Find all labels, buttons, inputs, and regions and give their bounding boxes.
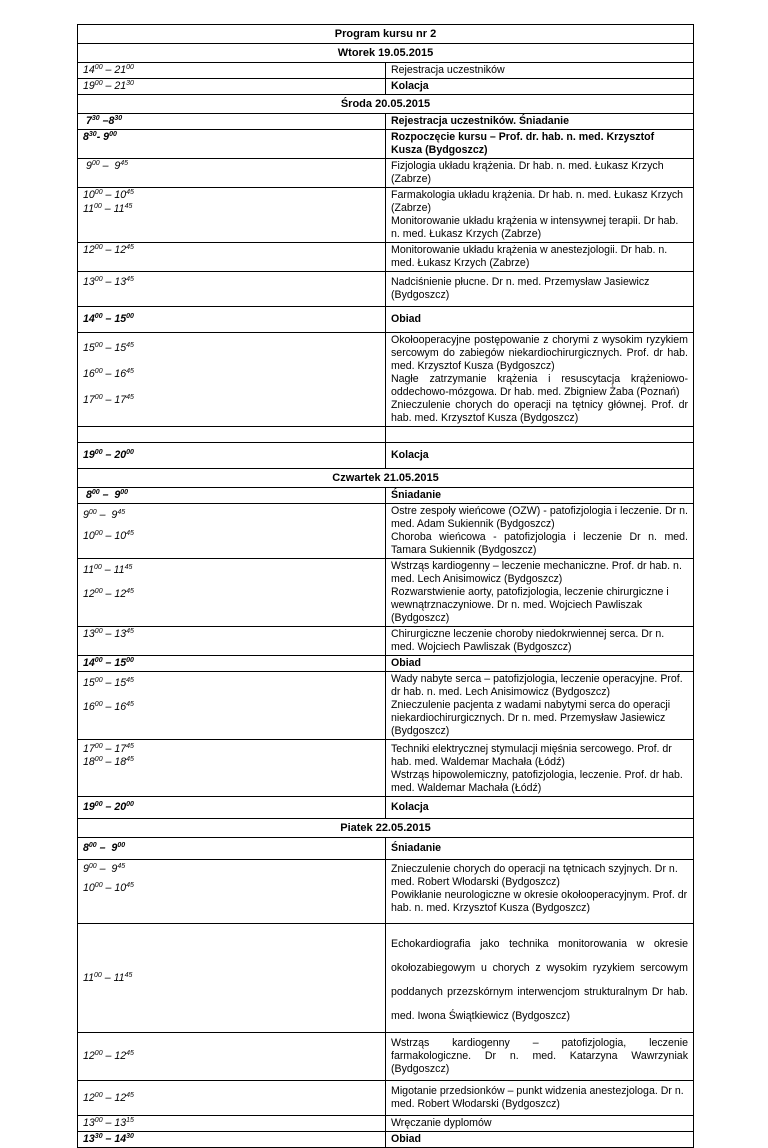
day-header-friday: Piatek 22.05.2015 bbox=[78, 819, 694, 838]
session-entry bbox=[386, 333, 694, 427]
session-entry bbox=[386, 559, 694, 627]
session-entry: Obiad bbox=[386, 1132, 694, 1148]
time-slot: $17^{00} - 17^{45}$ $18^{00} - 18^{45}$ bbox=[78, 740, 386, 797]
session-line: Powikłanie neurologiczne w okresie okołooperacyjnym. Prof. dr hab. n. med. Krzysztof Kusza (Bydgoszcz) bbox=[391, 889, 688, 914]
time-slot: $14^{00} - 15^{00}$ bbox=[78, 307, 386, 333]
session-line: Okołooperacyjne postępowanie z chorymi z wysokim ryzykiem sercowym do zabiegów niekardiochirurgicznych. Prof. dr hab. med. Krzysztof Kusza (Bydgoszcz) bbox=[391, 334, 688, 372]
session-line: Wstrząs kardiogenny – leczenie mechaniczne. Prof. dr hab. n. med. Lech Anisimowicz (Bydgoszcz) bbox=[391, 560, 682, 585]
time-slot: $14^{00} - 21^{00}$ bbox=[78, 63, 386, 79]
session-entry: Kolacja bbox=[386, 443, 694, 469]
session-entry bbox=[386, 504, 694, 559]
time-slot: $12^{00} - 12^{45}$ bbox=[78, 1081, 386, 1116]
session-entry: Monitorowanie układu krążenia w anestezjologii. Dr hab. n. med. Łukasz Krzych (Zabrze) bbox=[386, 243, 694, 272]
session-entry: Wstrząs kardiogenny – patofizjologia, leczenie farmakologiczne. Dr n. med. Katarzyna Wawrzyniak (Bydgoszcz) bbox=[386, 1033, 694, 1081]
session-entry: Chirurgiczne leczenie choroby niedokrwiennej serca. Dr n. med. Wojciech Pawliszak (Bydgoszcz) bbox=[386, 627, 694, 656]
empty-cell bbox=[386, 427, 694, 443]
day-header-wednesday: Środa 20.05.2015 bbox=[78, 95, 694, 114]
time-slot: $9^{00} - 9^{45}$ bbox=[78, 159, 386, 188]
session-entry: Obiad bbox=[386, 656, 694, 672]
time-slot: $12^{00} - 12^{45}$ bbox=[78, 243, 386, 272]
time-slot: $19^{00} - 20^{00}$ bbox=[78, 443, 386, 469]
session-entry: Echokardiografia jako technika monitorowania w okresie okołozabiegowym u chorych z wysokim ryzykiem sercowym poddanych przezskórnym interwencjom strukturalnym Dr hab. med. Iwona Świątkiewicz (Bydgoszcz) bbox=[386, 924, 694, 1033]
time-slot: $15^{00} - 15^{45}$ $16^{00} - 16^{45}$ bbox=[78, 672, 386, 740]
session-line: Wstrząs hipowolemiczny, patofizjologia, leczenie. Prof. dr hab. med. Waldemar Machała (Łódź) bbox=[391, 769, 683, 794]
session-entry: Rozpoczęcie kursu – Prof. dr. hab. n. med. Krzysztof Kusza (Bydgoszcz) bbox=[386, 130, 694, 159]
program-title: Program kursu nr 2 bbox=[78, 25, 694, 44]
empty-cell bbox=[78, 427, 386, 443]
time-slot: $19^{00} - 20^{00}$ bbox=[78, 797, 386, 819]
time-slot: $15^{00} - 15^{45}$ $16^{00} - 16^{45}$ $17^{00} - 17^{45}$ bbox=[78, 333, 386, 427]
session-line: Nagłe zatrzymanie krążenia i resuscytacja krążeniowo-oddechowo-mózgowa. Dr hab. med. Zbigniew Żaba (Poznań) bbox=[391, 373, 688, 398]
session-line: Rozwarstwienie aorty, patofizjologia, leczenie chirurgiczne i wewnątrznaczyniowe. Dr n. med. Wojciech Pawliszak (Bydgoszcz) bbox=[391, 586, 669, 624]
session-entry bbox=[386, 188, 694, 243]
session-line: Znieczulenie chorych do operacji na tętnicy głównej. Prof. dr hab. med. Krzysztof Kusza (Bydgoszcz) bbox=[391, 399, 688, 424]
time-slot: $7^{30}$ $-8^{30}$ bbox=[78, 114, 386, 130]
time-slot: $11^{00} - 11^{45}$ $12^{00} - 12^{45}$ bbox=[78, 559, 386, 627]
time-slot: $9^{00} - 9^{45}$ $10^{00} - 10^{45}$ bbox=[78, 860, 386, 924]
session-entry: Rejestracja uczestników. Śniadanie bbox=[386, 114, 694, 130]
session-entry: Kolacja bbox=[386, 797, 694, 819]
session-line: Monitorowanie układu krążenia w intensywnej terapii. Dr hab. n. med. Łukasz Krzych (Zabrze) bbox=[391, 215, 679, 240]
time-slot: $13^{00} - 13^{45}$ bbox=[78, 272, 386, 307]
time-slot: $11^{00} - 11^{45}$ bbox=[78, 924, 386, 1033]
session-line: Znieczulenie chorych do operacji na tętnicach szyjnych. Dr n. med. Robert Włodarski (Bydgoszcz) bbox=[391, 863, 678, 888]
program-table bbox=[77, 24, 694, 1148]
day-header-tuesday: Wtorek 19.05.2015 bbox=[78, 44, 694, 63]
time-slot: $8^{00} - 9^{00}$ bbox=[78, 488, 386, 504]
session-entry: Śniadanie bbox=[386, 838, 694, 860]
session-entry: Nadciśnienie płucne. Dr n. med. Przemysław Jasiewicz (Bydgoszcz) bbox=[386, 272, 694, 307]
session-entry bbox=[386, 860, 694, 924]
session-entry bbox=[386, 672, 694, 740]
time-slot: $13^{00} - 13^{45}$ bbox=[78, 627, 386, 656]
session-line: Wady nabyte serca – patofizjologia, leczenie operacyjne. Prof. dr hab. n. med. Lech Anisimowicz (Bydgoszcz) bbox=[391, 673, 683, 698]
time-slot: $10^{00} - 10^{45}$ $11^{00} - 11^{45}$ bbox=[78, 188, 386, 243]
time-slot: $14^{00} - 15^{00}$ bbox=[78, 656, 386, 672]
time-slot: $8^{30}-$ $9^{00}$ bbox=[78, 130, 386, 159]
session-entry: Kolacja bbox=[386, 79, 694, 95]
time-slot: $19^{00} - 21^{30}$ bbox=[78, 79, 386, 95]
time-slot: $8^{00} - 9^{00}$ bbox=[78, 838, 386, 860]
session-entry: Migotanie przedsionków – punkt widzenia anestezjologa. Dr n. med. Robert Włodarski (Bydgoszcz) bbox=[386, 1081, 694, 1116]
session-entry: Rejestracja uczestników bbox=[386, 63, 694, 79]
session-line: Ostre zespoły wieńcowe (OZW) - patofizjologia i leczenie. Dr n. med. Adam Sukiennik (Bydgoszcz) bbox=[391, 505, 688, 530]
session-entry: Wręczanie dyplomów bbox=[386, 1116, 694, 1132]
day-header-thursday: Czwartek 21.05.2015 bbox=[78, 469, 694, 488]
session-line: Farmakologia układu krążenia. Dr hab. n. med. Łukasz Krzych (Zabrze) bbox=[391, 189, 684, 214]
session-entry: Śniadanie bbox=[386, 488, 694, 504]
session-line: Znieczulenie pacjenta z wadami nabytymi serca do operacji niekardiochirurgicznych. Dr n. med. Przemysław Jasiewicz (Bydgoszcz) bbox=[391, 699, 671, 737]
session-entry: Fizjologia układu krążenia. Dr hab. n. med. Łukasz Krzych (Zabrze) bbox=[386, 159, 694, 188]
time-slot: $9^{00} - 9^{45}$ $10^{00} - 10^{45}$ bbox=[78, 504, 386, 559]
session-line: Choroba wieńcowa - patofizjologia i leczenie Dr n. med. Tamara Sukiennik (Bydgoszcz) bbox=[391, 531, 688, 556]
time-slot: $13^{00} - 13^{15}$ bbox=[78, 1116, 386, 1132]
time-slot: $13^{30} - 14^{30}$ bbox=[78, 1132, 386, 1148]
session-entry bbox=[386, 740, 694, 797]
time-slot: $12^{00} - 12^{45}$ bbox=[78, 1033, 386, 1081]
session-line: Techniki elektrycznej stymulacji mięśnia sercowego. Prof. dr hab. med. Waldemar Machała (Łódź) bbox=[391, 743, 672, 768]
session-entry: Obiad bbox=[386, 307, 694, 333]
